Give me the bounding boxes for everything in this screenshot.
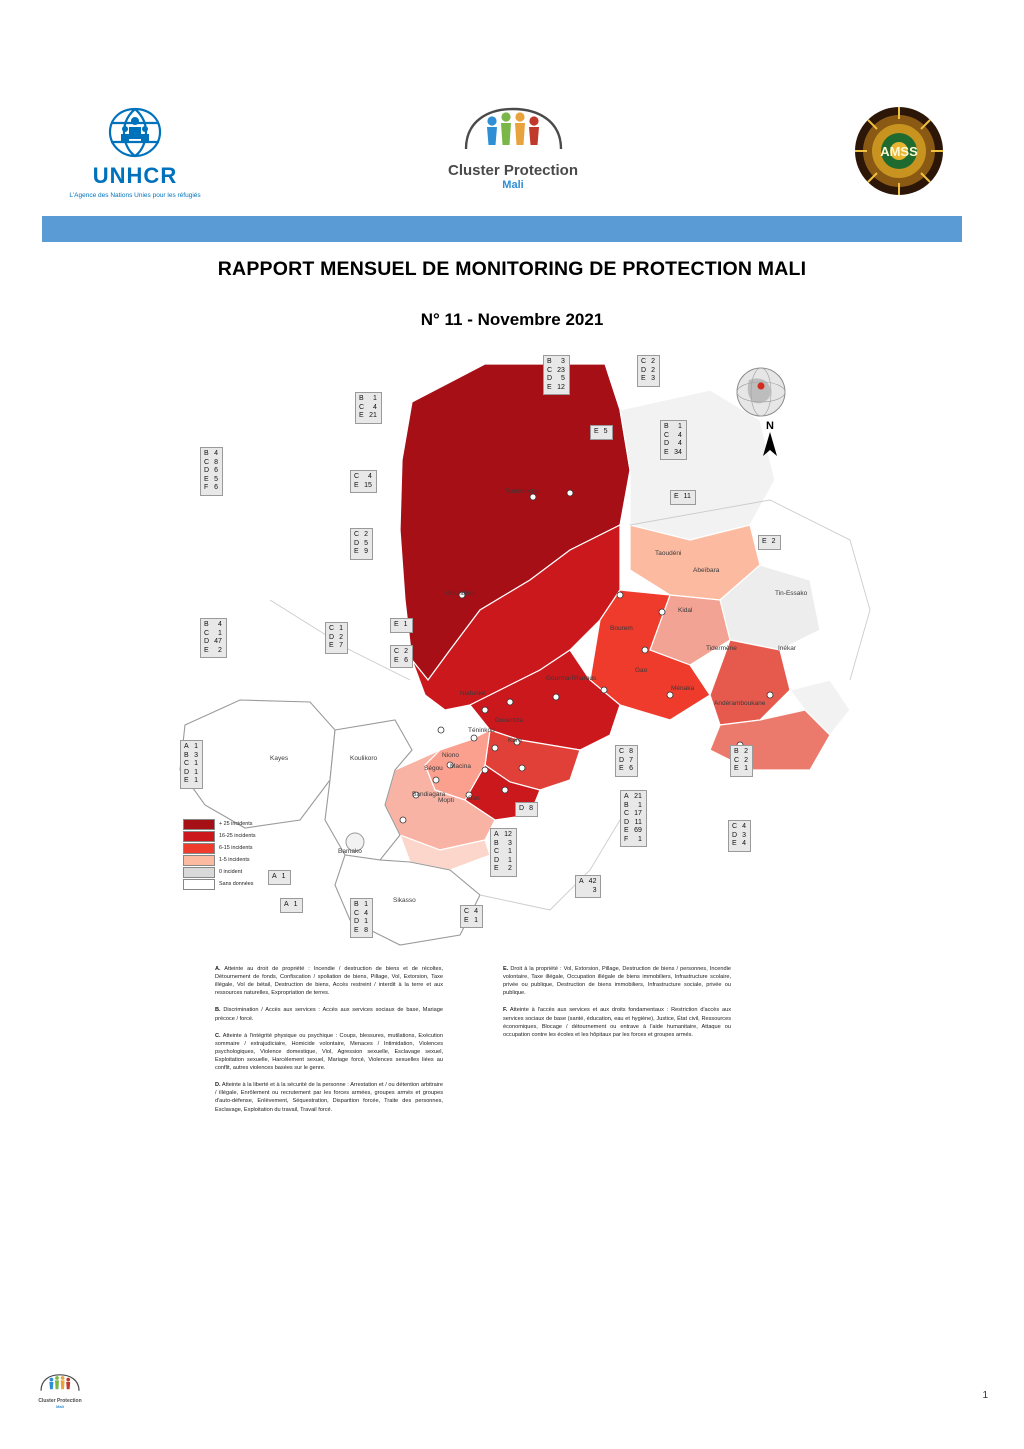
callout-value: 6 (214, 467, 218, 474)
callout-value: 5 (214, 475, 218, 483)
north-arrow (750, 420, 790, 463)
callout-category-letter: E (354, 548, 359, 555)
callout-value: 1 (507, 856, 512, 864)
map-callout-box (350, 898, 373, 938)
callout-category-letter: D (354, 918, 360, 925)
callout-category-letter: F (624, 835, 629, 843)
callout-category-letter: B (734, 748, 739, 755)
callout-value: 1 (339, 625, 343, 632)
callout-value: 21 (634, 793, 642, 800)
svg-text:Tin-Essako: Tin-Essako (775, 590, 808, 597)
callout-category-letter: C (619, 748, 625, 755)
callout-value: 2 (651, 358, 655, 365)
callout-value: 1 (637, 801, 642, 809)
callout-value: 4 (474, 908, 478, 915)
callout-category-letter: D (547, 375, 553, 382)
callout-values (627, 746, 637, 776)
svg-text:Niafunké: Niafunké (460, 690, 486, 697)
callout-category-letter: F (204, 484, 209, 491)
callout-category-letter: C (329, 625, 335, 632)
map-callout-box (620, 790, 647, 847)
callout-value: 1 (744, 765, 748, 772)
callout-category-letter: B (664, 423, 669, 430)
callout-value: 3 (560, 358, 565, 365)
callout-values (770, 536, 780, 549)
callout-value: 1 (194, 760, 198, 767)
page-number: 1 (982, 1390, 988, 1401)
callout-value: 7 (629, 756, 633, 764)
callout-category-letter: C (394, 648, 400, 655)
svg-text:Goundam: Goundam (446, 590, 475, 597)
callout-category-letter: E (494, 865, 499, 872)
callout-value: 4 (364, 909, 368, 917)
callout-category-letter: D (184, 768, 190, 776)
callout-value: 2 (744, 748, 748, 755)
callout-category-letter: B (494, 839, 499, 847)
unhcr-logo-block (60, 105, 210, 201)
callout-category-letter: E (641, 375, 646, 382)
map-callout-box (590, 425, 613, 440)
callout-values (337, 623, 347, 653)
callout-category-letter: E (732, 840, 737, 847)
callout-category-letter: E (204, 646, 209, 654)
callout-category-letter: E (594, 428, 599, 435)
callout-category-letter: C (624, 810, 630, 817)
callout-value: 2 (364, 531, 368, 538)
legend-swatch (183, 879, 215, 890)
callout-values (740, 821, 750, 851)
callout-value: 1 (474, 916, 478, 924)
callout-value: 3 (742, 831, 746, 839)
callout-category-letter: A (579, 878, 584, 885)
svg-text:Ménaka: Ménaka (671, 685, 695, 692)
svg-text:Tidermène: Tidermène (706, 645, 737, 652)
callout-values (649, 356, 659, 386)
legend-label: 0 incident (219, 869, 243, 875)
callout-category-letter: C (464, 908, 470, 915)
callout-categories (356, 393, 367, 423)
callout-value: 23 (557, 366, 565, 374)
callout-value: 2 (217, 646, 222, 654)
callout-category-letter: A (284, 901, 289, 908)
callout-value: 1 (507, 848, 512, 855)
callout-categories (351, 899, 362, 937)
map-callout-box (615, 745, 638, 777)
callout-value: 4 (214, 450, 218, 457)
callout-category-letter: E (204, 475, 209, 483)
svg-text:Macina: Macina (450, 763, 471, 770)
legend-label: 16-25 incidents (219, 833, 256, 839)
category-footnotes (215, 965, 775, 1215)
unhcr-title: UNHCR (92, 163, 178, 188)
callout-value: 2 (339, 633, 343, 641)
callout-value: 47 (214, 638, 222, 645)
callout-categories (391, 619, 402, 632)
map-callout-box (280, 898, 303, 913)
callout-category-letter: A (272, 873, 277, 880)
callout-value: 1 (372, 395, 377, 402)
callout-value: 1 (194, 777, 198, 784)
callout-categories (661, 421, 672, 459)
callout-categories (759, 536, 770, 549)
callout-value: 1 (403, 621, 408, 628)
callout-value: 4 (677, 431, 682, 439)
unhcr-logo-icon (60, 105, 210, 161)
callout-value: 6 (629, 765, 633, 772)
callout-category-letter: E (762, 538, 767, 545)
map-callout-box (350, 470, 377, 493)
legend-item (183, 842, 303, 854)
callout-value: 8 (629, 748, 633, 755)
legend-label: 6-15 incidents (219, 845, 253, 851)
callout-category-letter: E (664, 448, 669, 456)
footnotes-right-column (503, 965, 731, 1048)
callout-value: 4 (217, 621, 222, 628)
callout-category-letter: E (184, 777, 189, 784)
callout-categories (638, 356, 649, 386)
map-callout-box (637, 355, 660, 387)
map-callout-box (390, 645, 413, 668)
callout-value: 1 (364, 901, 368, 908)
callout-values (502, 829, 516, 876)
legend-swatch (183, 819, 215, 830)
callout-value: 9 (364, 548, 368, 555)
callout-values (362, 471, 376, 492)
callout-category-letter: D (732, 831, 738, 839)
callout-value: 7 (339, 642, 343, 649)
mali-incident-map (150, 350, 880, 960)
globe-locator-icon (735, 366, 787, 423)
callout-value: 42 (588, 878, 597, 885)
callout-categories (326, 623, 337, 653)
callout-category-letter: C (734, 756, 740, 764)
callout-value: 4 (677, 440, 682, 447)
callout-value: 1 (281, 873, 286, 880)
callout-category-letter: E (354, 481, 359, 489)
callout-value: 15 (364, 481, 372, 489)
callout-values (367, 393, 381, 423)
footnotes-left-column (215, 965, 443, 1123)
callout-value: 4 (367, 473, 372, 480)
callout-value: 1 (677, 423, 682, 430)
callout-values (672, 421, 686, 459)
callout-categories (576, 876, 587, 897)
svg-text:Kayes: Kayes (270, 755, 289, 762)
callout-category-letter: C (494, 848, 500, 855)
callout-values (602, 426, 612, 439)
callout-value: 1 (364, 918, 368, 925)
footnote-paragraph: B. Discrimination / Accès aux services : Accès aux services sociaux de base, Mariage précoce / forcé. (215, 1007, 443, 1022)
callout-value: 5 (364, 539, 368, 547)
callout-values (402, 646, 412, 667)
svg-text:Sikasso: Sikasso (393, 897, 416, 904)
callout-category-letter: C (547, 366, 553, 374)
callout-category-letter: D (664, 440, 670, 447)
callout-categories (516, 803, 527, 816)
amss-logo-block (844, 101, 954, 201)
callout-category-letter: E (464, 916, 469, 924)
callout-category-letter: E (394, 621, 399, 628)
footer-cluster-title: Cluster Protection (38, 1398, 82, 1404)
callout-value: 3 (651, 375, 655, 382)
legend-item (183, 830, 303, 842)
callout-categories (461, 906, 472, 927)
svg-text:Andéramboukane: Andéramboukane (714, 700, 766, 707)
cluster-subtitle: Mali (502, 179, 524, 191)
callout-category-letter: D (354, 539, 360, 547)
unhcr-subtitle: L'Agence des Nations Unies pour les réfugiés (69, 192, 201, 199)
callout-value: 21 (369, 412, 377, 419)
callout-value: 4 (372, 403, 377, 411)
callout-category-letter: B (547, 358, 552, 365)
map-callout-box (460, 905, 483, 928)
callout-value: 2 (771, 538, 776, 545)
page-header (0, 95, 1024, 205)
map-callout-box (268, 870, 291, 885)
legend-label: 1-5 incidents (219, 857, 250, 863)
callout-value: 3 (507, 839, 512, 847)
svg-text:AMSS: AMSS (880, 144, 918, 159)
callout-category-letter: C (354, 473, 360, 480)
map-callout-box (350, 528, 373, 560)
callout-category-letter: C (664, 431, 670, 439)
legend-item (183, 818, 303, 830)
svg-text:Ségou: Ségou (424, 765, 443, 772)
callout-category-letter: E (354, 926, 359, 934)
callout-values (362, 529, 372, 559)
callout-category-letter: E (547, 383, 552, 391)
map-callout-box (670, 490, 696, 505)
callout-value: 1 (637, 835, 642, 843)
callout-category-letter: B (184, 751, 189, 759)
map-callout-box (355, 392, 382, 424)
svg-text:Gourma-Rharous: Gourma-Rharous (546, 675, 597, 682)
callout-value: 12 (504, 831, 512, 838)
map-callout-box (575, 875, 601, 898)
cluster-protection-logo-icon-small (37, 1380, 83, 1397)
callout-category-letter: B (359, 395, 364, 402)
callout-value: 1 (217, 629, 222, 637)
footnote-paragraph: C. Atteinte à l'intégrité physique ou psychique : Coups, blessures, mutilations, Exécution sommaire / extrajudiciaire, Homicide volontaire, Menaces / Intimidation, Violences psychologiques, Violence domestique, Viol, Agression sexuelle, Esclavage sexuel, Exploitation sexuelle, Harcèlement sexuel, Mariage forcé, Violences sexuelles liées au conflit, autres violences basées sur le genre. (215, 1032, 443, 1072)
callout-categories (201, 619, 212, 657)
svg-text:Téninkou: Téninkou (468, 727, 495, 734)
callout-category-letter: C (732, 823, 738, 830)
svg-text:Douentza: Douentza (495, 717, 523, 724)
callout-categories (181, 741, 192, 788)
callout-value: 3 (194, 751, 198, 759)
callout-category-letter: D (624, 818, 630, 826)
svg-text:Abeïbara: Abeïbara (693, 567, 720, 574)
footer-cluster-subtitle: Mali (56, 1404, 64, 1409)
callout-category-letter: E (674, 493, 679, 500)
map-callout-box (200, 618, 227, 658)
callout-category-letter: D (204, 467, 210, 474)
callout-value: 12 (557, 383, 565, 391)
map-callout-box (730, 745, 753, 777)
map-callout-box (180, 740, 203, 789)
callout-values (472, 906, 482, 927)
callout-category-letter: C (184, 760, 190, 767)
north-label: N (766, 420, 774, 432)
callout-value: 1 (194, 743, 198, 750)
callout-category-letter: C (641, 358, 647, 365)
callout-value: 8 (364, 926, 368, 934)
callout-category-letter: C (359, 403, 365, 411)
callout-value: 2 (744, 756, 748, 764)
callout-categories (621, 791, 632, 846)
footnote-paragraph: A. Atteinte au droit de propriété : Incendie / destruction de biens et de récoltes, Détournement de fonds, Confiscation / spoliation de biens, Pillage, Vol, Extorsion, Taxe illégale, Vol de bétail, Destruction de biens, Accès restreint / interdit à la terre et aux ressources naturelles, Expropriation de terres. (215, 966, 443, 997)
map-callout-box (200, 447, 223, 496)
callout-values (682, 491, 695, 504)
page-subtitle: N° 11 - Novembre 2021 (420, 310, 604, 329)
callout-value: 34 (674, 448, 682, 456)
callout-categories (616, 746, 627, 776)
callout-values (212, 619, 226, 657)
svg-text:Mopti: Mopti (438, 797, 454, 804)
header-divider-bar (42, 216, 962, 242)
callout-category-letter: E (329, 642, 334, 649)
callout-value: 17 (634, 810, 642, 817)
footnote-paragraph: F. Atteinte à l'accès aux services et aux droits fondamentaux : Restriction d'accès aux services sociaux de base (santé, éducation, eau et hygiène), Justice, État civil, Ressources économiques, Blocage / détournement ou entrave à l'aide humanitaire, Attaque ou occupation contre les écoles et les hôpitaux par les forces et groupes armés. (503, 1007, 731, 1038)
callout-category-letter: C (354, 531, 360, 538)
callout-value: 4 (742, 823, 746, 830)
callout-values (362, 899, 372, 937)
callout-values (742, 746, 752, 776)
callout-categories (729, 821, 740, 851)
callout-value: 8 (214, 458, 218, 466)
amss-logo-icon (844, 144, 954, 205)
callout-category-letter: D (619, 756, 625, 764)
callout-category-letter: C (204, 458, 210, 466)
callout-category-letter: D (641, 366, 647, 374)
callout-value: 1 (194, 768, 198, 776)
callout-category-letter: A (184, 743, 189, 750)
map-callout-box (728, 820, 751, 852)
callout-category-letter: D (494, 856, 500, 864)
svg-text:San: San (468, 795, 480, 802)
legend-item (183, 854, 303, 866)
callout-category-letter: B (354, 901, 359, 908)
svg-text:Koro: Koro (508, 737, 522, 744)
callout-value: 5 (560, 375, 565, 382)
callout-categories (269, 871, 280, 884)
callout-values (402, 619, 412, 632)
callout-value: 6 (404, 656, 408, 664)
legend-swatch (183, 855, 215, 866)
callout-values (527, 803, 537, 816)
callout-categories (351, 471, 362, 492)
map-callout-box (515, 802, 538, 817)
callout-value: 2 (507, 865, 512, 872)
callout-values (192, 741, 202, 788)
callout-values (212, 448, 222, 495)
callout-value: 11 (683, 493, 691, 500)
legend-label: Sans données (219, 881, 254, 887)
callout-value: 6 (214, 484, 218, 491)
callout-categories (201, 448, 212, 495)
svg-text:Niono: Niono (442, 752, 459, 759)
callout-category-letter: D (329, 633, 335, 641)
cluster-protection-logo-icon (456, 140, 571, 157)
callout-category-letter: E (624, 827, 629, 834)
callout-value: 2 (651, 366, 655, 374)
callout-value: 2 (404, 648, 408, 655)
callout-values (280, 871, 290, 884)
svg-text:Tombouctou: Tombouctou (505, 488, 541, 495)
callout-value: 11 (634, 818, 642, 826)
callout-categories (491, 829, 502, 876)
callout-category-letter: C (354, 909, 360, 917)
svg-text:Taoudéni: Taoudéni (655, 550, 682, 557)
callout-values (587, 876, 601, 897)
callout-category-letter: D (519, 805, 525, 812)
callout-category-letter: A (624, 793, 629, 800)
callout-category-letter: E (394, 656, 399, 664)
svg-text:Bandiagara: Bandiagara (412, 791, 446, 798)
map-callout-box (660, 420, 687, 460)
footnote-paragraph: D. Atteinte à la liberté et à la sécurité de la personne : Arrestation et / ou détention arbitraire / illégale, Enrôlement ou recrutement par les forces armées, groupes armés et groupes d'auto-défense, Enlèvement, Séquestration, Disparition forcée, Traite des personnes, Esclavage, Exploitation du travail, Travail forcé. (215, 1082, 443, 1113)
callout-values (292, 899, 302, 912)
callout-value: 8 (529, 805, 533, 812)
svg-text:Kidal: Kidal (678, 607, 693, 614)
svg-text:Bamako: Bamako (338, 848, 362, 855)
map-callout-box (543, 355, 570, 395)
footnote-paragraph: E. Droit à la propriété : Vol, Extorsion, Pillage, Destruction de biens / personnes, Incendie volontaire, Taxe illégale, Occupation illégale de biens immobiliers, Infrastructure scolaire, privée ou publique, Destruction de biens immobiliers, Infrastructure sociale, privée ou publique. (503, 966, 731, 997)
callout-categories (671, 491, 682, 504)
legend-swatch (183, 867, 215, 878)
cluster-logo-block (413, 101, 613, 191)
callout-categories (731, 746, 742, 776)
callout-values (555, 356, 569, 394)
map-callout-box (758, 535, 781, 550)
callout-category-letter: E (619, 765, 624, 772)
callout-value: 1 (293, 901, 298, 908)
svg-text:Koulikoro: Koulikoro (350, 755, 378, 762)
callout-categories (391, 646, 402, 667)
callout-category-letter: C (204, 629, 210, 637)
callout-value: 4 (742, 840, 746, 847)
callout-category-letter: E (734, 765, 739, 772)
callout-values (632, 791, 646, 846)
map-callout-box (490, 828, 517, 877)
callout-category-letter: D (204, 638, 210, 645)
cluster-title: Cluster Protection (447, 162, 579, 179)
callout-category-letter: A (494, 831, 499, 838)
svg-text:Inékar: Inékar (778, 645, 797, 652)
callout-categories (591, 426, 602, 439)
callout-value: 69 (634, 827, 642, 834)
legend-swatch (183, 843, 215, 854)
callout-category-letter: B (624, 801, 629, 809)
page-title: RAPPORT MENSUEL DE MONITORING DE PROTECTION MALI (217, 258, 807, 280)
callout-category-letter: B (204, 450, 209, 457)
callout-category-letter: B (204, 621, 209, 628)
map-callout-box (325, 622, 348, 654)
legend-swatch (183, 831, 215, 842)
map-callout-box (390, 618, 413, 633)
callout-categories (351, 529, 362, 559)
callout-value: 5 (603, 428, 608, 435)
callout-categories (281, 899, 292, 912)
svg-text:Gao: Gao (635, 667, 648, 674)
callout-category-letter: E (359, 412, 364, 419)
footer-cluster-logo (30, 1371, 90, 1409)
callout-categories (544, 356, 555, 394)
callout-value: 3 (592, 886, 597, 894)
svg-text:Bourem: Bourem (610, 625, 633, 632)
legend-label: + 25 incidents (219, 821, 253, 827)
